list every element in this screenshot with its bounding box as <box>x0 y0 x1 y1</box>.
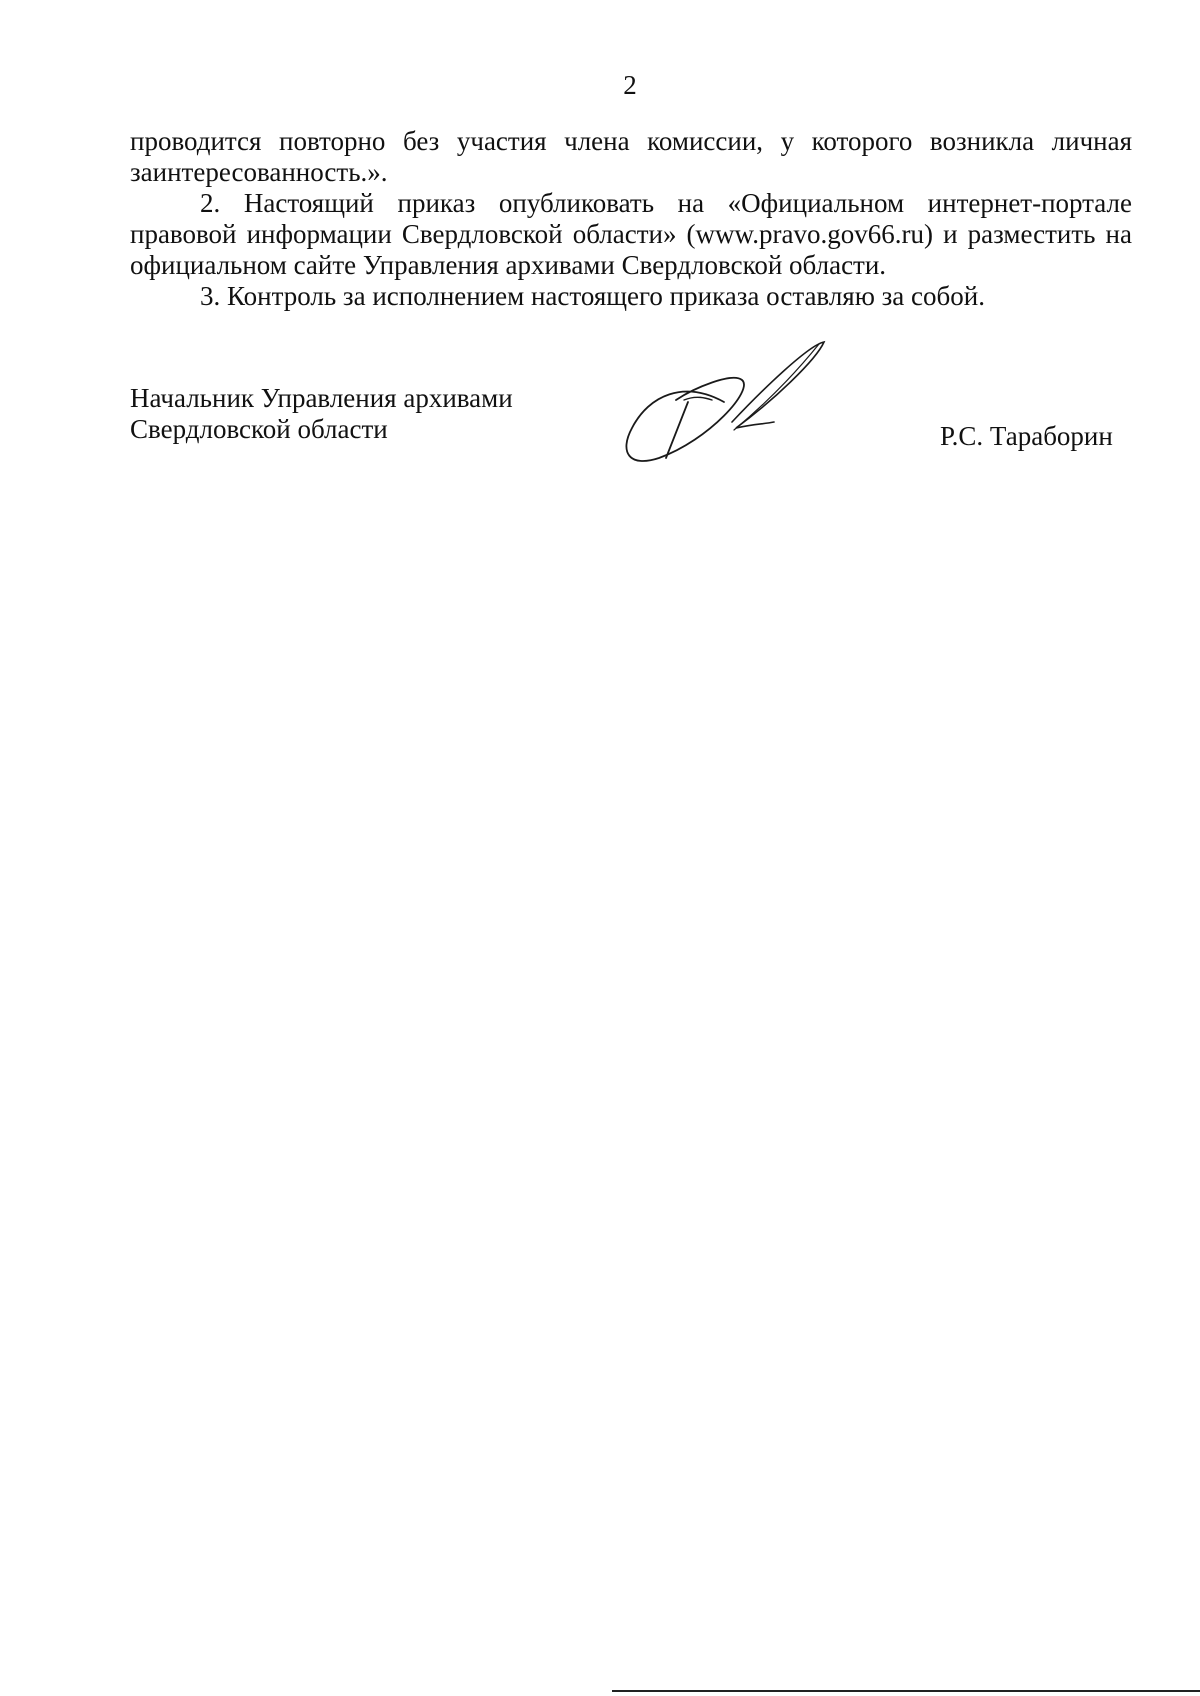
paragraph-publication: 2. Настоящий приказ опубликовать на «Официальном интернет-портале правовой информации Свердловской области» (www.pravo.gov66.ru) и разместить на официальном сайте Управления архивами Свердловской области. <box>130 188 1132 280</box>
scan-edge-line <box>612 1690 1200 1692</box>
signer-name: Р.С. Тараборин <box>940 421 1113 451</box>
signatory-position <box>130 383 513 445</box>
document-body <box>130 126 1132 312</box>
handwritten-signature <box>614 340 854 470</box>
paragraph-continuation: проводится повторно без участия члена комиссии, у которого возникла личная заинтересованность.». <box>130 126 1132 187</box>
page-number: 2 <box>623 70 637 100</box>
paragraph-control: 3. Контроль за исполнением настоящего приказа оставляю за собой. <box>200 281 985 311</box>
position-line-1: Начальник Управления архивами <box>130 383 513 413</box>
position-line-2: Свердловской области <box>130 414 388 444</box>
